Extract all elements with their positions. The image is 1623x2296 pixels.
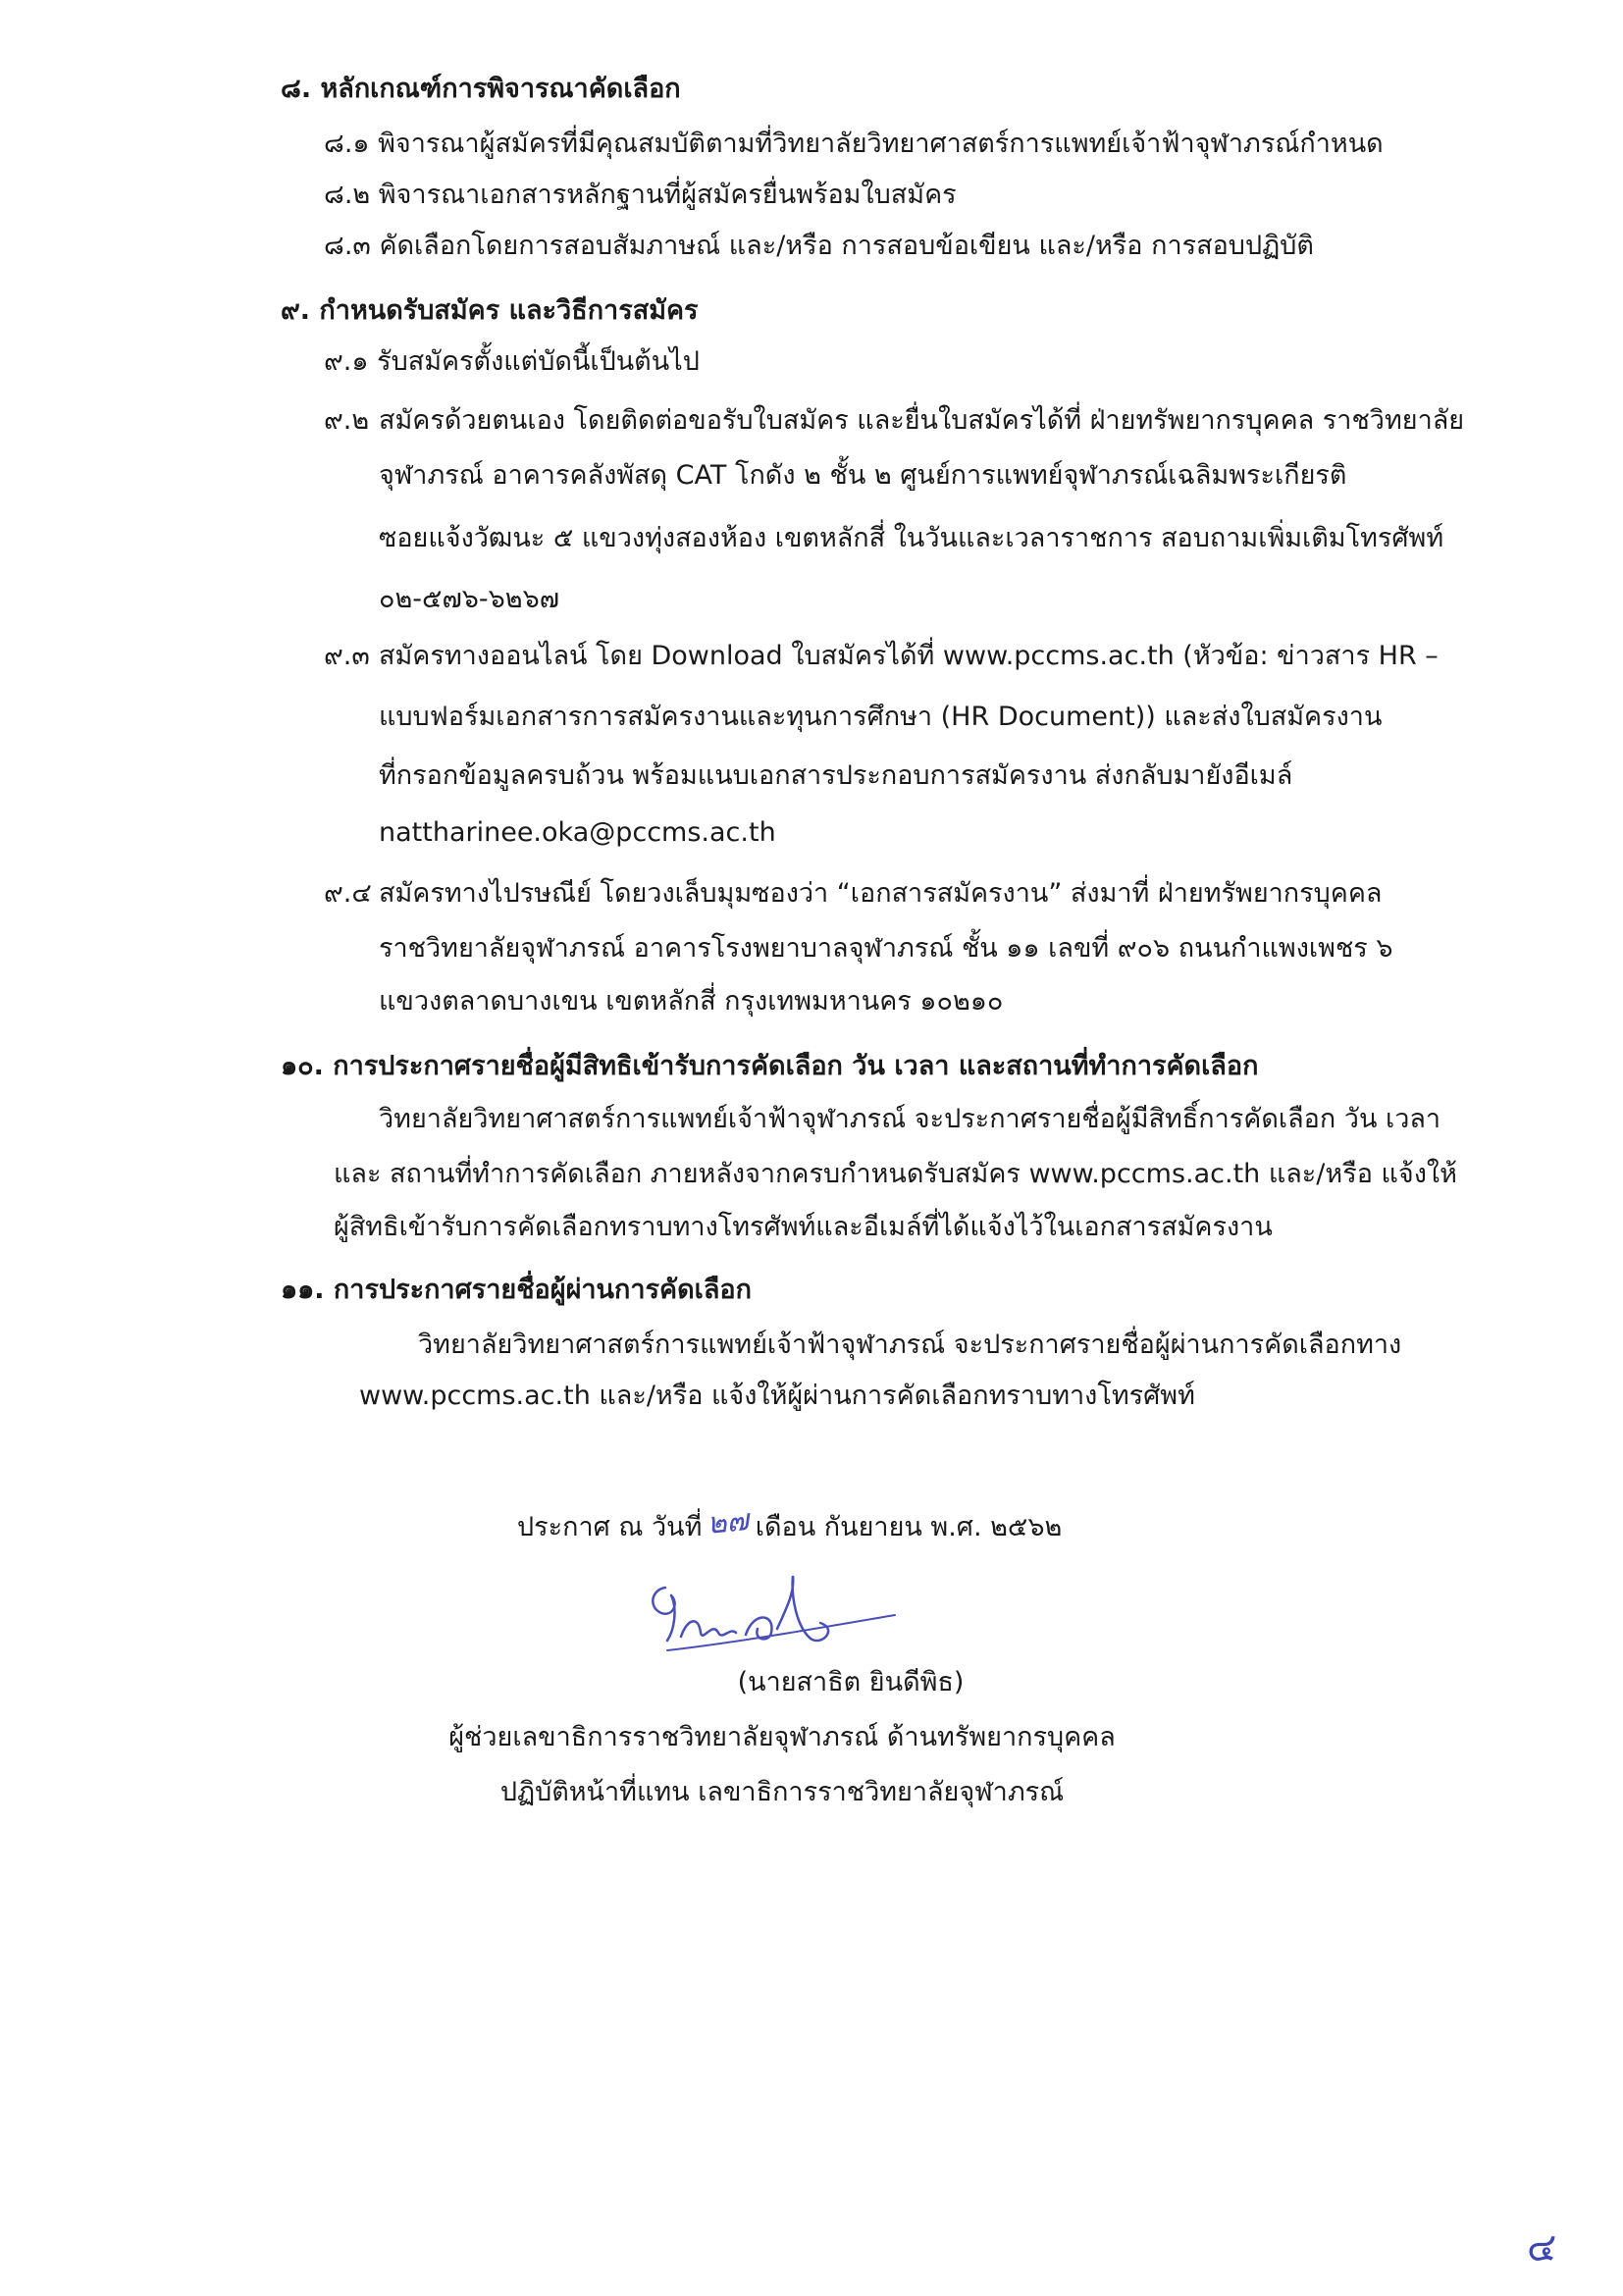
date-suffix: เดือน กันยายน พ.ศ. ๒๕๖๒ — [755, 1512, 1063, 1542]
section-9-item-3-line-1: สมัครทางออนไลน์ โดย Download ใบสมัครได้ที่ www.pccms.ac.th (หัวข้อ: ข่าวสาร HR – — [379, 641, 1439, 671]
announcement-date — [517, 1503, 1062, 1549]
section-9-item-4-line-1: สมัครทางไปรษณีย์ โดยวงเล็บมุมซองว่า “เอกสารสมัครงาน” ส่งมาที่ ฝ่ายทรัพยากรบุคคล — [379, 878, 1383, 909]
section-8-item-2: ๘.๒ พิจารณาเอกสารหลักฐานที่ผู้สมัครยื่นพร้อมใบสมัคร — [324, 180, 957, 210]
handwritten-day: ๒๗ — [706, 1502, 752, 1542]
signature-image — [628, 1568, 903, 1676]
section-11-heading: ๑๑. การประกาศรายชื่อผู้ผ่านการคัดเลือก — [281, 1275, 752, 1305]
section-10-line-2: และ สถานที่ทำการคัดเลือก ภายหลังจากครบกำหนดรับสมัคร www.pccms.ac.th และ/หรือ แจ้งให้ — [334, 1159, 1457, 1189]
section-11-line-1: วิทยาลัยวิทยาศาสตร์การแพทย์เจ้าฟ้าจุฬาภรณ์ จะประกาศรายชื่อผู้ผ่านการคัดเลือกทาง — [418, 1330, 1402, 1360]
signatory-position-1: ผู้ช่วยเลขาธิการราชวิทยาลัยจุฬาภรณ์ ด้านทรัพยากรบุคคล — [448, 1722, 1116, 1752]
section-8-heading: ๘. หลักเกณฑ์การพิจารณาคัดเลือก — [281, 74, 681, 104]
date-prefix: ประกาศ ณ วันที่ — [517, 1512, 703, 1542]
section-10-line-3: ผู้สิทธิเข้ารับการคัดเลือกทราบทางโทรศัพท์และอีเมล์ที่ได้แจ้งไว้ในเอกสารสมัครงาน — [334, 1212, 1273, 1242]
section-9-heading: ๙. กำหนดรับสมัคร และวิธีการสมัคร — [281, 295, 699, 326]
section-9-item-2-line-1: สมัครด้วยตนเอง โดยติดต่อขอรับใบสมัคร และยื่นใบสมัครได้ที่ ฝ่ายทรัพยากรบุคคล ราชวิทยาลัย — [379, 405, 1465, 436]
section-9-item-4-line-2: ราชวิทยาลัยจุฬาภรณ์ อาคารโรงพยาบาลจุฬาภรณ์ ชั้น ๑๑ เลขที่ ๙๐๖ ถนนกำแพงเพชร ๖ — [379, 933, 1393, 964]
section-9-item-3-number: ๙.๓ — [324, 641, 370, 671]
section-9-item-2-line-3: ซอยแจ้งวัฒนะ ๕ แขวงทุ่งสองห้อง เขตหลักสี่ ในวันและเวลาราชการ สอบถามเพิ่มเติมโทรศัพท์ — [379, 523, 1444, 553]
section-9-item-3-email: nattharinee.oka@pccms.ac.th — [379, 817, 776, 848]
signatory-name: (นายสาธิต ยินดีพิธ) — [737, 1667, 965, 1697]
section-9-item-1: ๙.๑ รับสมัครตั้งแต่บัดนี้เป็นต้นไป — [324, 346, 700, 377]
section-10-heading: ๑๐. การประกาศรายชื่อผู้มีสิทธิเข้ารับการคัดเลือก วัน เวลา และสถานที่ทำการคัดเลือก — [281, 1051, 1259, 1081]
section-9-item-2-number: ๙.๒ — [324, 405, 370, 436]
section-9-item-2-phone: ๐๒-๕๗๖-๖๒๖๗ — [379, 584, 560, 614]
section-9-item-3-line-3: ที่กรอกข้อมูลครบถ้วน พร้อมแนบเอกสารประกอบการสมัครงาน ส่งกลับมายังอีเมล์ — [379, 760, 1293, 791]
page-number-mark: ๔ — [1527, 2225, 1557, 2270]
section-9-item-3-line-2: แบบฟอร์มเอกสารการสมัครงานและทุนการศึกษา (HR Document)) และส่งใบสมัครงาน — [379, 702, 1383, 732]
section-10-line-1: วิทยาลัยวิทยาศาสตร์การแพทย์เจ้าฟ้าจุฬาภรณ์ จะประกาศรายชื่อผู้มีสิทธิ์การคัดเลือก วัน เวลา — [379, 1104, 1441, 1134]
section-11-line-2: www.pccms.ac.th และ/หรือ แจ้งให้ผู้ผ่านการคัดเลือกทราบทางโทรศัพท์ — [359, 1381, 1195, 1411]
section-9-item-2-line-2: จุฬาภรณ์ อาคารคลังพัสดุ CAT โกดัง ๒ ชั้น ๒ ศูนย์การแพทย์จุฬาภรณ์เฉลิมพระเกียรติ — [379, 460, 1347, 491]
section-8-item-3: ๘.๓ คัดเลือกโดยการสอบสัมภาษณ์ และ/หรือ การสอบข้อเขียน และ/หรือ การสอบปฏิบัติ — [324, 231, 1314, 261]
signatory-position-2: ปฏิบัติหน้าที่แทน เลขาธิการราชวิทยาลัยจุฬาภรณ์ — [499, 1777, 1065, 1807]
section-9-item-4-number: ๙.๔ — [324, 878, 372, 909]
section-9-item-4-line-3: แขวงตลาดบางเขน เขตหลักสี่ กรุงเทพมหานคร ๑๐๒๑๐ — [379, 986, 1004, 1017]
section-8-item-1: ๘.๑ พิจารณาผู้สมัครที่มีคุณสมบัติตามที่วิทยาลัยวิทยาศาสตร์การแพทย์เจ้าฟ้าจุฬาภรณ์กำหนด — [324, 129, 1384, 159]
